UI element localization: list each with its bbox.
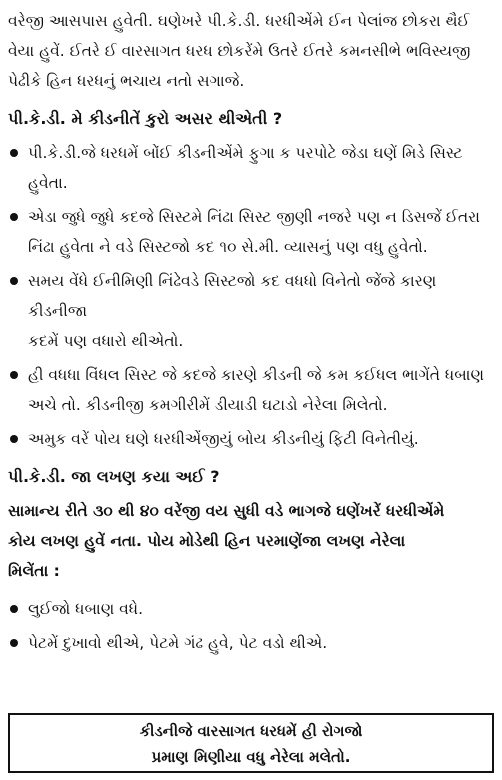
bullet-icon [10, 605, 18, 613]
list-item: લુઈજો ધબાણ વધે. [8, 594, 494, 624]
intro-line: વરેજી આસપાસ હુવેતી. ઘણેખરે પી.કે.ડી. ધરધીએંમે ઈન પેલાંજ છોકરા થૈઈ [8, 12, 470, 30]
symptoms-intro: સામાન્ય રીતે ૩૦ થી ૪૦ વરેંજી વય સુધી વડે ભાગજે ઘણેંખરેં ધરધીએંમે કોય લખણ હુવેં નતા. પોય મોડેથી હિન પરમાણેંજા લખણ નેરેલા મિલેંતા : [8, 502, 445, 580]
list-item: અમુક વરેં પોય ઘણે ધરધીએંજીયું બોય કીડનીયું ફિટી વિનેતીયું. [8, 424, 494, 454]
intro-line: પેઢીકે હિન ધરધનું ભચાય નતો સગાજે. [8, 72, 245, 90]
effects-list [8, 138, 494, 454]
bullet-icon [10, 277, 18, 285]
highlight-note-box [8, 713, 494, 773]
list-item: સમય વેંધે ઈનીમિણી નિંઢેવડે સિસ્ટજો કદ વધધો વિનેતો જેંજે કારણ કીડનીજા કદમેં પણ વધારો થીએતો. [8, 266, 494, 356]
bullet-icon [10, 435, 18, 443]
bullet-icon [10, 213, 18, 221]
section-heading-symptoms: પી.કે.ડી. જા લખણ કયા અઈ ? [8, 467, 220, 486]
list-item: પી.કે.ડી.જે ધરધમેં બોંઈ કીડનીએંમે ફુગા ક પરપોટે જેડા ઘણેં મિડે સિસ્ટ હુવેતા. [8, 138, 494, 198]
bullet-icon [10, 371, 18, 379]
note-line: પ્રમાણ મિણીયા વધુ નેરેલા મલેતો. [151, 748, 351, 766]
list-item: પેટમેં દુખાવો થીએ, પેટમે ગંઢ હુવે, પેટ વડો થીએ. [8, 628, 494, 658]
note-line: કીડનીજે વારસાગત ધરધમેં હી રોગજો [139, 722, 363, 740]
intro-paragraph [8, 6, 494, 96]
list-item: એડા જુધે જુધે કદજે સિસ્ટમે નિંઢા સિસ્ટ જીણી નજરે પણ ન ડિસજેં ઈતરા નિંઢા હુવેતા ને વડે સિસ્ટજો કદ ૧૦ સે.મી. વ્યાસનું પણ વધુ હુવેતો. [8, 202, 494, 262]
intro-line: વેયા હુવેં. ઈતરે ઈ વારસાગત ધરધ છોકરેંમે ઉતરે ઈતરે કમનસીભે ભવિસ્યજી [8, 42, 471, 60]
list-item: હી વધધા વિંધલ સિસ્ટ જે કદજે કારણે કીડની જે કમ કઈધલ ભાગેંતે ધબાણ અચે તો. કીડનીજી કમગીરીમેં ડીયાડી ઘટાડો નેરેલા મિલેતો. [8, 360, 494, 420]
bullet-icon [10, 639, 18, 647]
symptoms-list [8, 594, 494, 658]
bullet-icon [10, 149, 18, 157]
section-heading-effects: પી.કે.ડી. મે કીડનીતેં કુરો અસર થીએતી ? [8, 109, 283, 128]
